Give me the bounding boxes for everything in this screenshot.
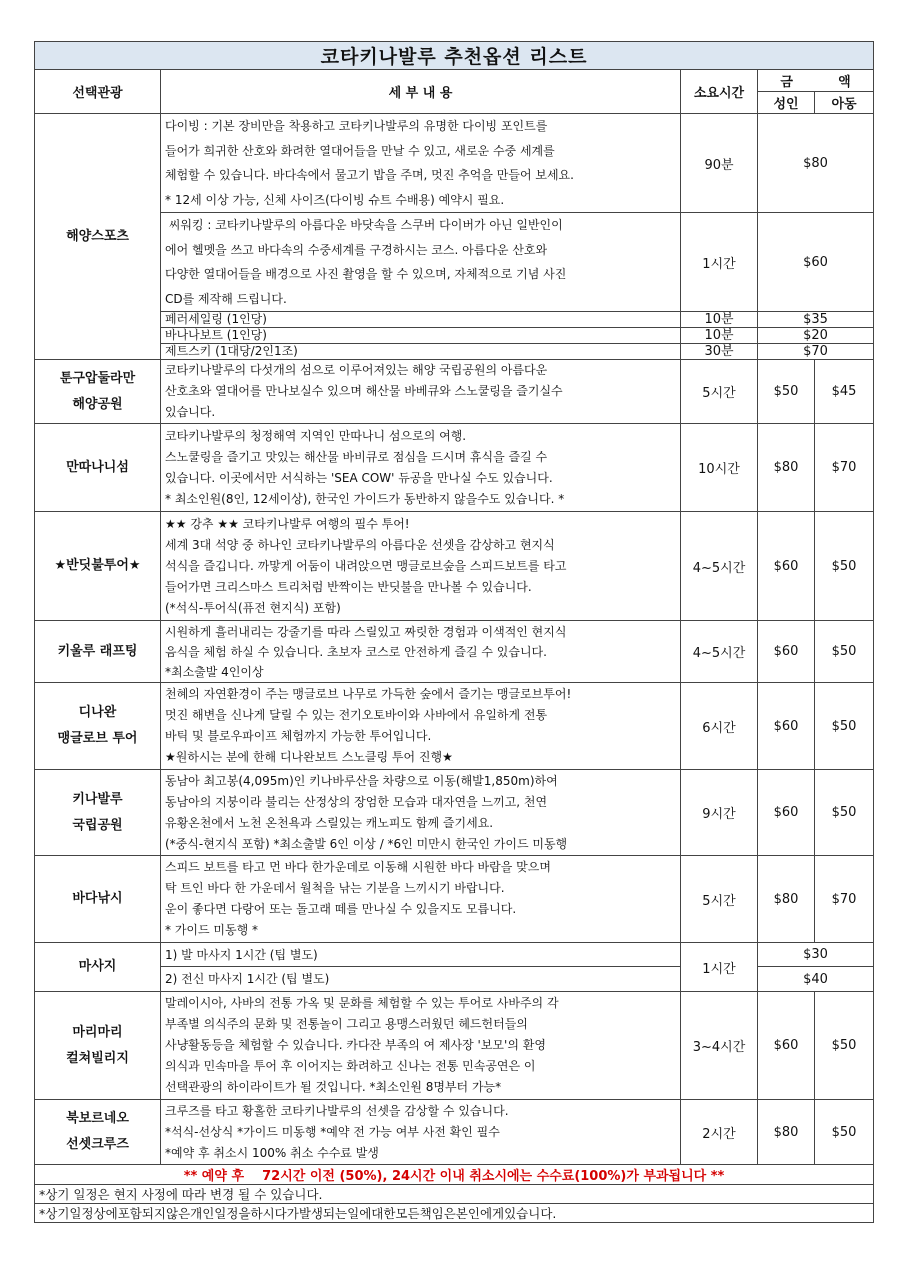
duration-kinabalu: 9시간 [681,770,758,856]
detail-line: 스피드 보트를 타고 먼 바다 한가운데로 이동해 시원한 바다 바람을 맞으며 [165,860,551,874]
options-table [34,41,874,1223]
detail-seawalking [161,213,681,312]
detail-line: 멋진 해변을 신나게 달릴 수 있는 전기오토바이와 사바에서 유일하게 전통 [165,708,548,722]
category-dinawan [35,683,161,770]
detail-line: 세계 3대 석양 중 하나인 코타키나발루의 아름다운 선셋을 감상하고 현지식 [165,537,555,552]
detail-jetski: 제트스키 (1대당/2인1조) [161,344,681,360]
duration-mantanani: 10시간 [681,424,758,512]
detail-line: 크루즈를 타고 황홀한 코타키나발루의 선셋을 감상할 수 있습니다. [165,1103,509,1118]
detail-line: 스노쿨링을 즐기고 맛있는 해산물 바비큐로 점심을 드시며 휴식을 즐길 수 [165,449,548,464]
price-diving: $80 [758,114,874,213]
duration-parasailing: 10분 [681,312,758,328]
detail-line: 의식과 민속마을 투어 후 이어지는 화려하고 신나는 전통 민속공연은 이 [165,1059,536,1073]
header-child: 아동 [815,92,874,114]
detail-dinawan [161,683,681,770]
detail-line: 들어가면 크리스마스 트리처럼 반짝이는 반딧불을 만나볼 수 있습니다. [165,579,532,594]
price-parasailing: $35 [758,312,874,328]
detail-firefly [161,512,681,621]
footnote-schedule: *상기 일정은 현지 사정에 따라 변경 될 수 있습니다. [35,1185,874,1204]
detail-line: 산호초와 열대어를 만나보실수 있으며 해산물 바베큐와 스노쿨링을 즐기실수 [165,384,563,398]
footnote-responsibility: *상기일정상에포함되지않은개인일정을하시다가발생되는일에대한모든책임은본인에게있습니다. [35,1204,874,1223]
child-price-rafting: $50 [815,621,874,683]
child-price-tunku: $45 [815,360,874,424]
category-line: 키울루 래프팅 [57,643,138,659]
cancellation-notice: ** 예약 후 72시간 이전 (50%), 24시간 이내 취소시에는 수수료(100%)가 부과됩니다 ** [35,1165,874,1185]
detail-line: 동남아의 지붕이라 불리는 산정상의 장엄한 모습과 대자연을 느끼고, 천연 [165,794,548,809]
adult-price-rafting: $60 [758,621,815,683]
child-price-firefly: $50 [815,512,874,621]
category-line: 만따나니섬 [66,459,129,475]
detail-diving [161,114,681,213]
duration-dinawan: 6시간 [681,683,758,770]
category-line: 디나완 [78,705,117,720]
price-bananaboat: $20 [758,328,874,344]
detail-line: 바틱 및 블로우파이프 체험까지 가능한 투어입니다. [165,729,432,743]
child-price-marimari: $50 [815,992,874,1100]
duration-seawalking: 1시간 [681,213,758,312]
child-price-cruise: $50 [815,1100,874,1165]
detail-body-massage: 2) 전신 마사지 1시간 (팁 별도) [161,967,681,992]
category-line: 북보르네오 [66,1111,129,1126]
category-marimari [35,992,161,1100]
category-line: 컬쳐빌리지 [66,1050,129,1066]
detail-line: ★원하시는 분에 한해 디나완보트 스노클링 투어 진행★ [165,750,453,764]
adult-price-tunku: $50 [758,360,815,424]
child-price-dinawan: $50 [815,683,874,770]
category-line: 맹글로브 투어 [57,731,138,746]
adult-price-mantanani: $80 [758,424,815,512]
detail-line: 부족별 의식주의 문화 및 전통놀이 그리고 용맹스러웠던 헤드헌터들의 [165,1017,528,1031]
header-category: 선택관광 [35,70,161,114]
duration-massage: 1시간 [681,943,758,992]
detail-line: * 최소인원(8인, 12세이상), 한국인 가이드가 동반하지 않을수도 있습니다. * [165,491,565,506]
detail-line: 선택관광의 하이라이트가 될 것입니다. *최소인원 8명부터 가능* [165,1080,502,1094]
category-fishing [35,856,161,943]
detail-rafting [161,621,681,683]
adult-price-firefly: $60 [758,512,815,621]
detail-line: *예약 후 취소시 100% 취소 수수료 발생 [165,1145,379,1160]
price-seawalking: $60 [758,213,874,312]
duration-bananaboat: 10분 [681,328,758,344]
detail-line: 에어 헬멧을 쓰고 바다속의 수중세계를 구경하시는 코스. 아름다운 산호와 [165,242,548,257]
header-price: 금 액 [758,70,874,92]
detail-line: 탁 트인 바다 한 가운데서 월척을 낚는 기분을 느끼시기 바랍니다. [165,881,505,895]
adult-price-fishing: $80 [758,856,815,943]
adult-price-kinabalu: $60 [758,770,815,856]
detail-line: * 12세 이상 가능, 신체 사이즈(다이빙 슈트 수배용) 예약시 필요. [165,192,505,207]
detail-line: 시원하게 흘러내리는 강줄기를 따라 스릴있고 짜릿한 경험과 이색적인 현지식 [165,624,567,639]
detail-line: 코타키나발루의 다섯개의 섬으로 이루어져있는 해양 국립공원의 아름다운 [165,363,548,377]
detail-line: (*석식-투어식(퓨전 현지식) 포함) [165,600,341,615]
duration-marimari: 3~4시간 [681,992,758,1100]
child-price-fishing: $70 [815,856,874,943]
detail-line: * 가이드 미동행 * [165,923,258,937]
page-title: 코타키나발루 추천옵션 리스트 [35,42,874,70]
child-price-mantanani: $70 [815,424,874,512]
detail-line: 말레이시아, 사바의 전통 가옥 및 문화를 체험할 수 있는 투어로 사바주의 각 [165,996,559,1010]
category-cruise [35,1100,161,1165]
category-line: 해양공원 [72,396,123,412]
duration-cruise: 2시간 [681,1100,758,1165]
category-mantanani [35,424,161,512]
detail-foot-massage: 1) 발 마사지 1시간 (팁 별도) [161,943,681,967]
category-line: 마리마리 [72,1024,123,1040]
detail-line: 다이빙 : 기본 장비만을 착용하고 코타키나발루의 유명한 다이빙 포인트를 [165,119,548,133]
adult-price-cruise: $80 [758,1100,815,1165]
detail-parasailing: 페러세일링 (1인당) [161,312,681,328]
duration-fishing: 5시간 [681,856,758,943]
detail-line: 들어가 희귀한 산호와 화려한 열대어들을 만날 수 있고, 새로운 수중 세계를 [165,143,555,158]
adult-price-marimari: $60 [758,992,815,1100]
price-foot-massage: $30 [758,943,874,967]
detail-line: 다양한 열대어들을 배경으로 사진 촬영을 할 수 있으며, 자체적으로 기념 사진 [165,267,567,281]
duration-diving: 90분 [681,114,758,213]
detail-line: CD를 제작해 드립니다. [165,291,287,306]
detail-line: 있습니다. [165,405,216,419]
category-marine: 해양스포츠 [35,114,161,360]
adult-price-dinawan: $60 [758,683,815,770]
duration-rafting: 4~5시간 [681,621,758,683]
header-duration: 소요시간 [681,70,758,114]
detail-line: 씨워킹 : 코타키나발루의 아름다운 바닷속을 스쿠버 다이버가 아닌 일반인이 [165,218,563,232]
price-body-massage: $40 [758,967,874,992]
category-line: 선셋크루즈 [66,1137,129,1152]
detail-line: *석식-선상식 *가이드 미동행 *예약 전 가능 여부 사전 확인 필수 [165,1124,500,1139]
detail-cruise [161,1100,681,1165]
category-rafting [35,621,161,683]
detail-line: ★★ 강추 ★★ 코타키나발루 여행의 필수 투어! [165,516,410,531]
category-line: 키나발루 [72,791,123,807]
detail-line: *최소출발 4인이상 [165,664,264,679]
detail-fishing [161,856,681,943]
detail-line: 사냥활동등을 체험할 수 있습니다. 카다잔 부족의 여 제사장 '보모'의 환영 [165,1038,546,1052]
detail-marimari [161,992,681,1100]
category-firefly [35,512,161,621]
detail-line: 음식을 체험 하실 수 있습니다. 초보자 코스로 안전하게 즐길 수 있습니다. [165,644,547,659]
price-jetski: $70 [758,344,874,360]
detail-bananaboat: 바나나보트 (1인당) [161,328,681,344]
category-line: ★반딧불투어★ [54,558,141,573]
detail-line: 동남아 최고봉(4,095m)인 키나바루산을 차량으로 이동(해발1,850m)하여 [165,773,558,788]
detail-line: 천혜의 자연환경이 주는 맹글로브 나무로 가득한 숲에서 즐기는 맹글로브투어! [165,687,572,701]
category-line: 국립공원 [72,817,123,833]
category-massage: 마사지 [35,943,161,992]
detail-line: 석식을 즐깁니다. 까맣게 어둠이 내려앉으면 맹글로브숲을 스피드보트를 타고 [165,558,567,573]
category-line: 툰구압둘라만 [59,370,136,386]
detail-kinabalu [161,770,681,856]
detail-tunku [161,360,681,424]
child-price-kinabalu: $50 [815,770,874,856]
header-details: 세 부 내 용 [161,70,681,114]
duration-firefly: 4~5시간 [681,512,758,621]
duration-tunku: 5시간 [681,360,758,424]
detail-line: 있습니다. 이곳에서만 서식하는 'SEA COW' 듀공을 만나실 수도 있습니다. [165,470,553,485]
detail-line: 운이 좋다면 다랑어 또는 돌고래 떼를 만나실 수 있을지도 모릅니다. [165,902,517,916]
category-tunku [35,360,161,424]
detail-line: 체험할 수 있습니다. 바다속에서 물고기 밥을 주며, 멋진 추억을 만들어 보세요. [165,168,574,182]
category-kinabalu [35,770,161,856]
detail-line: 코타키나발루의 청정해역 지역인 만따나니 섬으로의 여행. [165,428,467,443]
duration-jetski: 30분 [681,344,758,360]
detail-line: 유황온천에서 노천 온천욕과 스릴있는 캐노피도 함께 즐기세요. [165,815,494,830]
detail-line: (*중식-현지식 포함) *최소출발 6인 이상 / *6인 미만시 한국인 가이드 미동행 [165,836,568,851]
category-line: 바다낚시 [72,891,123,906]
detail-mantanani [161,424,681,512]
header-adult: 성인 [758,92,815,114]
